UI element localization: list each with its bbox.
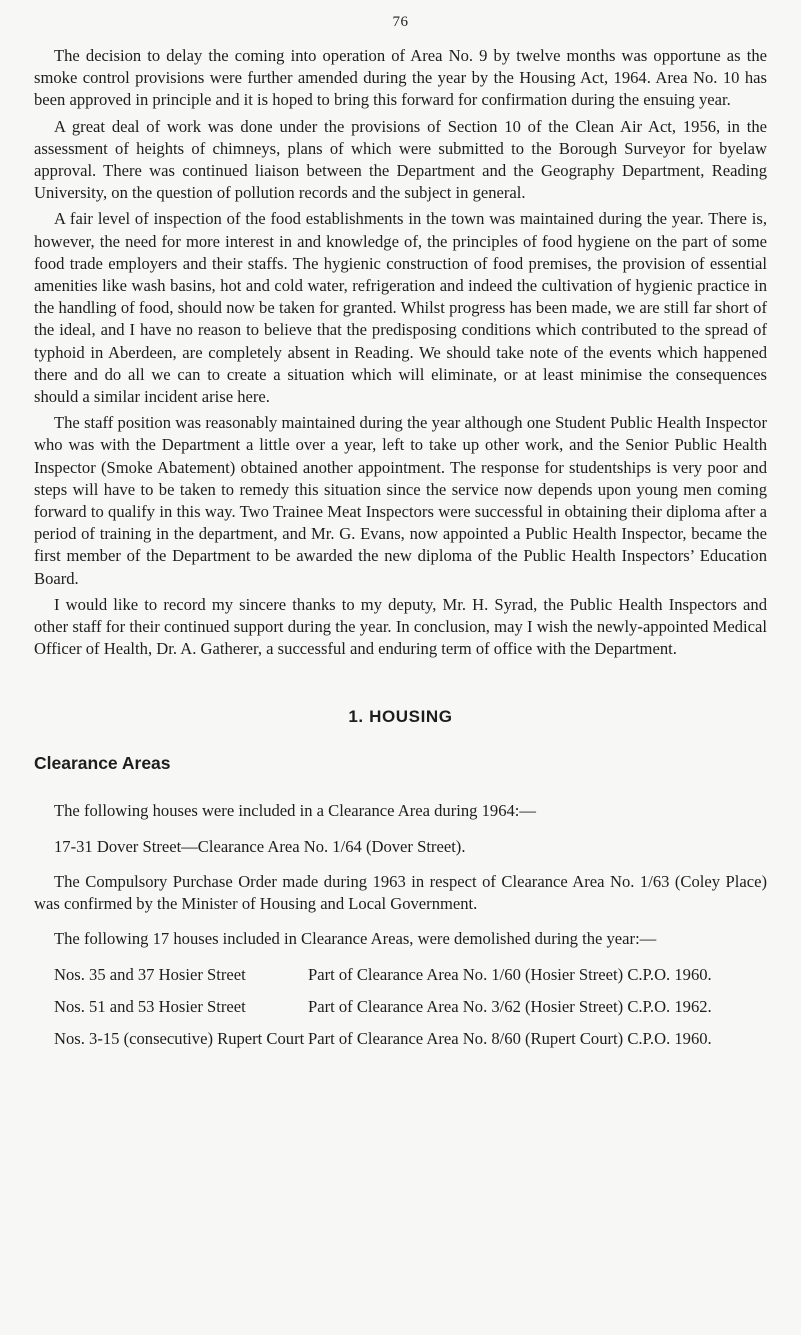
- demolition-location: Nos. 35 and 37 Hosier Street: [54, 964, 246, 984]
- page-number: 76: [392, 14, 409, 30]
- paragraph-compulsory-purchase: The Compulsory Purchase Order made during 1963 in respect of Clearance Area No. 1/63 (Coley Place) was confirmed by the Minister of Housing and Local Government.: [34, 871, 767, 914]
- demolitions-list: [34, 964, 767, 1051]
- demolition-clearance-area: Part of Clearance Area No. 8/60 (Rupert Court) C.P.O. 1960.: [308, 1028, 712, 1048]
- demolition-clearance-area: Part of Clearance Area No. 1/60 (Hosier Street) C.P.O. 1960.: [308, 964, 712, 984]
- paragraph-clean-air-act: A great deal of work was done under the provisions of Section 10 of the Clean Air Act, 1956, in the assessment of heights of chimneys, plans of which were submitted to the Borough Surveyor for byelaw approval. There was continued liaison between the Department and the Geography Department, Reading University, on the question of pollution records and the subject in general.: [34, 116, 767, 203]
- demolition-location: Nos. 51 and 53 Hosier Street: [54, 996, 246, 1016]
- demolition-clearance-area: Part of Clearance Area No. 3/62 (Hosier Street) C.P.O. 1962.: [308, 996, 712, 1016]
- paragraph-clearance-intro: The following houses were included in a Clearance Area during 1964:—: [54, 801, 536, 821]
- paragraph-thanks: I would like to record my sincere thanks to my deputy, Mr. H. Syrad, the Public Health Inspectors and other staff for their continued support during the year. In conclusion, may I wish the newly-appointed Medical Officer of Health, Dr. A. Gatherer, a successful and enduring term of office with the Department.: [34, 594, 767, 659]
- sub-heading-clearance-areas: Clearance Areas: [34, 753, 171, 774]
- paragraph-staff-position: The staff position was reasonably maintained during the year although one Student Public Health Inspector who was with the Department a little over a year, left to take up other work, and the Senior Public Health Inspector (Smoke Abatement) obtained another appointment. The response for studentships is very poor and steps will have to be taken to remedy this situation since the service now depends upon young men coming forward to qualify in this way. Two Trainee Meat Inspectors were successful in obtaining their diploma after a period of training in the department, and Mr. G. Evans, now appointed a Public Health Inspector, became the first member of the Department to be awarded the new diploma of the Public Health Inspectors’ Education Board.: [34, 413, 767, 588]
- paragraph-demolished-intro: The following 17 houses included in Clearance Areas, were demolished during the year:—: [54, 929, 657, 949]
- list-item: [34, 1028, 767, 1050]
- paragraph-dover-street: 17-31 Dover Street—Clearance Area No. 1/64 (Dover Street).: [54, 836, 466, 856]
- paragraph-food-hygiene: A fair level of inspection of the food establishments in the town was maintained during the year. There is, however, the need for more interest in and knowledge of, the principles of food hygiene on the part of some food trade employers and their staffs. The hygienic construction of food premises, the provision of essential amenities like wash basins, hot and cold water, refrigeration and indeed the cultivation of hygienic practice in the handling of food, should now be taken for granted. Whilst progress has been made, we are still far short of the ideal, and I have no reason to believe that the predisposing conditions which contributed to the spread of typhoid in Aberdeen, are completely absent in Reading. We should take note of the events which happened there and do all we can to create a situation which will eliminate, or at least minimise the consequences should a similar incident arise here.: [34, 209, 767, 407]
- list-item: [34, 996, 767, 1018]
- section-heading-housing: 1. HOUSING: [348, 707, 453, 727]
- document-page: [34, 0, 767, 1060]
- list-item: [34, 964, 767, 986]
- paragraph-smoke-control: The decision to delay the coming into operation of Area No. 9 by twelve months was opportune as the smoke control provisions were further amended during the year by the Housing Act, 1964. Area No. 10 has been approved in principle and it is hoped to bring this forward for confirmation during the ensuing year.: [34, 46, 767, 110]
- demolition-location: Nos. 3-15 (consecutive) Rupert Court: [54, 1028, 305, 1048]
